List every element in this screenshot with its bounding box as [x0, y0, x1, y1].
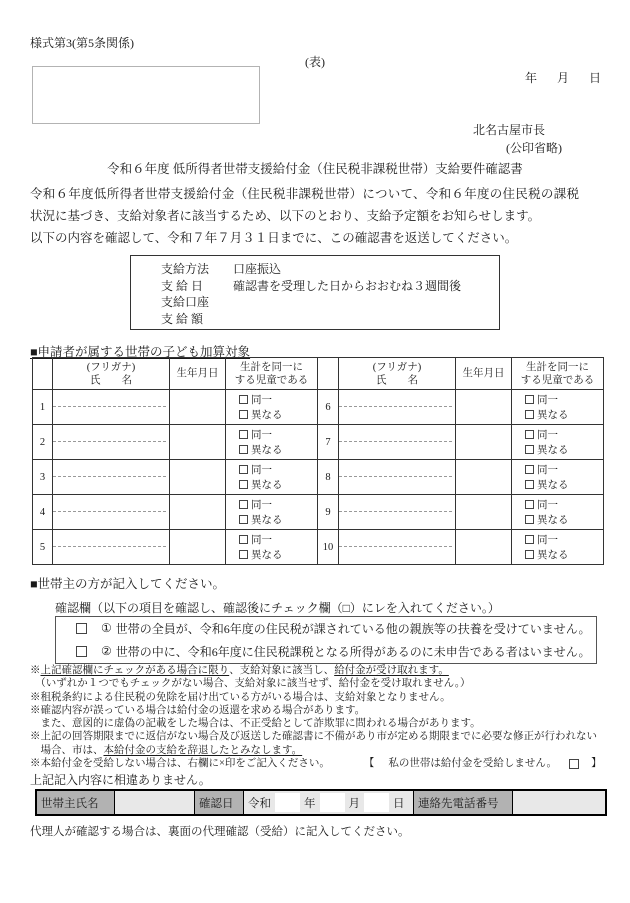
cohabitation-choice-cell: [226, 425, 318, 460]
child-birthdate-cell[interactable]: [456, 530, 512, 565]
cohab-option-row: [226, 442, 317, 457]
name-input-area[interactable]: [339, 512, 455, 528]
cohab-option-row: [512, 442, 603, 457]
note-segment: ※: [30, 665, 41, 676]
cohab-option-row: [512, 512, 603, 527]
cohabitation-choice-cell: [226, 460, 318, 495]
child-birthdate-cell[interactable]: [170, 460, 226, 495]
declaration-text: 上記記入内容に相違ありません。: [30, 773, 211, 787]
child-table-header-row: [33, 358, 604, 390]
year-suffix-label: 年: [304, 797, 316, 810]
birthdate-header: 生年月日: [456, 358, 512, 390]
child-name-cell[interactable]: [53, 425, 170, 460]
row-number-header: [318, 358, 339, 390]
cohab-same-checkbox[interactable]: [525, 430, 534, 439]
seal-omitted-note: (公印省略): [506, 141, 562, 155]
cohab-option-row: [512, 392, 603, 407]
furigana-input-area[interactable]: [53, 460, 166, 477]
cohabitation-choice-cell: [512, 390, 604, 425]
child-name-cell[interactable]: [339, 530, 456, 565]
checkbox-label: 異なる: [251, 445, 283, 456]
checkbox-label: 異なる: [537, 515, 569, 526]
child-birthdate-cell[interactable]: [456, 425, 512, 460]
name-input-area[interactable]: [53, 547, 169, 563]
decline-prefix: ※本給付金を受給しない場合は、右欄に×印をご記入ください。: [30, 758, 330, 770]
decline-text: 私の世帯は給付金を受給しません。: [388, 758, 558, 770]
checkbox-label: 同一: [537, 465, 558, 476]
checkbox-label: 異なる: [251, 410, 283, 421]
name-header: [53, 358, 170, 390]
cohabitation-choice-cell: [512, 460, 604, 495]
name-header-label: 氏 名: [376, 374, 418, 386]
payment-row-label: 支給口座: [161, 295, 210, 309]
cohab-option-row: [226, 407, 317, 422]
day-input-box[interactable]: [364, 793, 389, 812]
cohab-option-row: [226, 497, 317, 512]
cohab-same-checkbox[interactable]: [525, 535, 534, 544]
name-input-area[interactable]: [53, 407, 169, 423]
cohab-option-row: [512, 477, 603, 492]
era-label: 令和: [248, 797, 271, 810]
child-name-cell[interactable]: [339, 495, 456, 530]
payment-info-row: [161, 278, 499, 295]
cohab-option-row: [226, 532, 317, 547]
confirm-item-text: 世帯の全員が、令和6年度の住民税が課されている他の親族等の扶養を受けていません。: [115, 622, 591, 636]
cohab-same-checkbox[interactable]: [239, 395, 248, 404]
name-input-area[interactable]: [339, 477, 455, 493]
payment-info-box: [130, 255, 500, 330]
payment-info-row: [161, 294, 499, 311]
note-segment: 本給付金の支給を辞退したとみなします。: [103, 744, 303, 756]
checkbox-label: 同一: [251, 500, 272, 511]
decline-note-line: [30, 757, 608, 770]
child-name-cell[interactable]: [339, 390, 456, 425]
month-suffix-label: 月: [348, 797, 360, 810]
furigana-input-area[interactable]: [339, 425, 452, 442]
cohab-different-checkbox[interactable]: [525, 550, 534, 559]
child-birthdate-cell[interactable]: [170, 390, 226, 425]
row-number-header: [33, 358, 53, 390]
intro-paragraph: [30, 183, 579, 249]
child-name-cell[interactable]: [53, 530, 170, 565]
signature-table: [35, 789, 607, 816]
day-suffix-label: 日: [393, 797, 405, 810]
checkbox-label: 異なる: [537, 445, 569, 456]
cohabitation-header: [226, 358, 318, 390]
cohab-different-checkbox[interactable]: [239, 515, 248, 524]
child-addition-section-title: ■申請者が属する世帯の子ども加算対象: [30, 345, 251, 359]
name-input-area[interactable]: [53, 442, 169, 458]
cohab-different-checkbox[interactable]: [525, 445, 534, 454]
form-number: 様式第3(第5条関係): [30, 36, 134, 50]
furigana-header-label: (フリガナ): [372, 361, 422, 373]
cohab-same-checkbox[interactable]: [239, 430, 248, 439]
cohab-option-row: [512, 427, 603, 442]
note-line: [30, 691, 608, 704]
child-row-number: 7: [318, 425, 339, 460]
child-name-cell[interactable]: [53, 390, 170, 425]
confirm-item-2-checkbox[interactable]: [76, 646, 87, 657]
householder-section-title: ■世帯主の方が記入してください。: [30, 577, 226, 591]
note-line: [30, 717, 608, 730]
cohab-different-checkbox[interactable]: [239, 445, 248, 454]
cohab-option-row: [226, 512, 317, 527]
payment-row-value: [233, 294, 499, 311]
cohab-same-checkbox[interactable]: [525, 465, 534, 474]
payment-info-row: [161, 311, 499, 328]
child-birthdate-cell[interactable]: [170, 425, 226, 460]
cohabitation-header: [512, 358, 604, 390]
confirm-item-text: 世帯の中に、令和6年度に住民税課税となる所得があるのに未申告である者はいません。: [115, 645, 591, 659]
name-header-label: 氏 名: [90, 374, 132, 386]
furigana-header-label: (フリガナ): [86, 361, 136, 373]
checkbox-label: 同一: [251, 535, 272, 546]
cohab-same-checkbox[interactable]: [525, 395, 534, 404]
note-line: [30, 744, 608, 757]
name-input-area[interactable]: [53, 477, 169, 493]
child-birthdate-cell[interactable]: [170, 530, 226, 565]
cohab-header-line1: 生計を同一に: [240, 361, 303, 373]
birthdate-header: 生年月日: [170, 358, 226, 390]
cohab-option-row: [512, 497, 603, 512]
bracket-close: 】: [591, 758, 602, 770]
child-row-number: 10: [318, 530, 339, 565]
cohab-header-line2: する児童である: [234, 374, 309, 386]
child-row-number: 8: [318, 460, 339, 495]
cohabitation-choice-cell: [512, 495, 604, 530]
child-name-cell[interactable]: [339, 425, 456, 460]
payment-row-value: [233, 311, 499, 328]
note-line: [30, 677, 608, 690]
recipient-address-box[interactable]: [32, 66, 260, 124]
intro-line-2: 以下の内容を確認して、令和７年７月３１日までに、この確認書を返送してください。: [30, 231, 518, 245]
phone-input[interactable]: [513, 791, 605, 814]
furigana-input-area[interactable]: [339, 460, 452, 477]
child-row-number: 3: [33, 460, 53, 495]
bracket-open: 【: [363, 758, 375, 770]
cohab-same-checkbox[interactable]: [239, 535, 248, 544]
name-header: [339, 358, 456, 390]
householder-name-label: 世帯主氏名: [37, 791, 115, 814]
phone-label: 連絡先電話番号: [414, 791, 513, 814]
checkbox-label: 同一: [537, 535, 558, 546]
month-input-box[interactable]: [320, 793, 345, 812]
front-side-label: (表): [305, 55, 325, 69]
note-segment: ※租税条約による住民税の免除を届け出ている方がいる場合は、支給対象となりません。: [30, 691, 451, 703]
checkbox-label: 同一: [537, 395, 558, 406]
child-name-cell[interactable]: [53, 495, 170, 530]
confirm-date-cell: [244, 791, 414, 814]
checkbox-label: 同一: [537, 500, 558, 511]
year-input-box[interactable]: [275, 793, 300, 812]
cohab-different-checkbox[interactable]: [239, 480, 248, 489]
cohab-same-checkbox[interactable]: [239, 465, 248, 474]
note-segment: 場合、市は、: [30, 744, 104, 756]
note-line: [30, 730, 608, 743]
intro-line-1: 令和６年度低所得者世帯支援給付金（住民税非課税世帯）について、令和６年度の住民税の課税状況に基づき、支給対象者に該当するため、以下のとおり、支給予定額をお知らせします。: [30, 187, 579, 223]
child-birthdate-cell[interactable]: [170, 495, 226, 530]
checkbox-label: 異なる: [537, 550, 569, 561]
child-name-cell[interactable]: [339, 460, 456, 495]
checkbox-label: 異なる: [251, 480, 283, 491]
cohab-option-row: [226, 547, 317, 562]
addressee-mayor: 北名古屋市長: [472, 123, 545, 137]
confirm-item-1-checkbox[interactable]: [76, 623, 87, 634]
name-input-area[interactable]: [339, 442, 455, 458]
name-input-area[interactable]: [53, 512, 169, 528]
payment-row-value: 口座振込: [233, 262, 282, 276]
note-segment: 上記確認欄にチェックがある場合に限り: [40, 665, 230, 676]
child-table-row: [33, 390, 604, 425]
cohab-option-row: [512, 532, 603, 547]
child-table-row: [33, 460, 604, 495]
child-row-number: 9: [318, 495, 339, 530]
checkbox-label: 同一: [251, 395, 272, 406]
child-name-cell[interactable]: [53, 460, 170, 495]
payment-row-label: 支 給 額: [161, 311, 204, 326]
note-segment: ※確認内容が誤っている場合は給付金の返還を求める場合があります。: [30, 704, 366, 716]
furigana-input-area[interactable]: [53, 425, 166, 442]
furigana-input-area[interactable]: [53, 495, 166, 512]
payment-info-row: [161, 261, 499, 278]
cohab-different-checkbox[interactable]: [239, 410, 248, 419]
document-title: 令和６年度 低所得者世帯支援給付金（住民税非課税世帯）支給要件確認書: [107, 162, 523, 176]
note-segment: ※上記の回答期限までに返信がない場合及び返送した確認書に不備があり市が定める期限までに必要な修正が行われない: [30, 731, 597, 743]
decline-benefit-checkbox[interactable]: [569, 759, 579, 769]
confirm-item-number: ①: [101, 621, 112, 635]
checkbox-label: 異なる: [251, 550, 283, 561]
cohabitation-choice-cell: [512, 530, 604, 565]
cohab-option-row: [512, 462, 603, 477]
name-input-area[interactable]: [339, 547, 455, 563]
householder-name-input[interactable]: [115, 791, 195, 814]
decline-bracket: [364, 757, 602, 770]
notes-list: [30, 664, 608, 770]
cohabitation-choice-cell: [226, 495, 318, 530]
furigana-input-area[interactable]: [53, 390, 166, 407]
cohab-header-line1: 生計を同一に: [526, 361, 589, 373]
note-segment: また、意図的に虚偽の記載をした場合は、不正受給として詐欺罪に問われる場合があります。: [30, 718, 481, 730]
furigana-input-area[interactable]: [339, 495, 452, 512]
confirm-item-number: ②: [101, 644, 112, 658]
child-row-number: 5: [33, 530, 53, 565]
confirmation-checklist-box: [55, 616, 597, 664]
child-row-number: 1: [33, 390, 53, 425]
issue-date-line: 年 月 日: [524, 71, 605, 85]
child-table-row: [33, 425, 604, 460]
child-addition-table: [32, 357, 604, 565]
cohab-different-checkbox[interactable]: [525, 480, 534, 489]
cohab-option-row: [512, 547, 603, 562]
cohab-header-line2: する児童である: [520, 374, 595, 386]
furigana-input-area[interactable]: [339, 390, 452, 407]
note-segment: 給付金が受け取れます。: [334, 665, 449, 676]
checkbox-label: 異なる: [537, 480, 569, 491]
note-line: [30, 664, 608, 677]
checkbox-label: 同一: [251, 465, 272, 476]
cohab-different-checkbox[interactable]: [525, 515, 534, 524]
payment-row-label: 支給方法: [161, 262, 210, 276]
cohabitation-choice-cell: [226, 530, 318, 565]
proxy-note: 代理人が確認する場合は、裏面の代理確認（受給）に記入してください。: [30, 826, 410, 838]
payment-row-label: 支 給 日: [161, 278, 204, 293]
cohab-different-checkbox[interactable]: [525, 410, 534, 419]
cohabitation-choice-cell: [512, 425, 604, 460]
name-input-area[interactable]: [339, 407, 455, 423]
child-row-number: 4: [33, 495, 53, 530]
cohab-option-row: [226, 427, 317, 442]
child-table-row: [33, 495, 604, 530]
note-segment: （いずれか１つでもチェックがない場合、支給対象に該当せず、給付金を受け取れません。）: [30, 678, 471, 690]
cohab-same-checkbox[interactable]: [525, 500, 534, 509]
payment-row-value: 確認書を受理した日からおおむね３週間後: [233, 278, 462, 293]
checkbox-label: 異なる: [537, 410, 569, 421]
child-birthdate-cell[interactable]: [456, 495, 512, 530]
checkbox-label: 同一: [251, 430, 272, 441]
child-birthdate-cell[interactable]: [456, 390, 512, 425]
confirm-column-instruction: 確認欄（以下の項目を確認し、確認後にチェック欄（□）にレを入れてください。）: [55, 601, 500, 615]
cohab-different-checkbox[interactable]: [239, 550, 248, 559]
child-birthdate-cell[interactable]: [456, 460, 512, 495]
cohab-option-row: [226, 392, 317, 407]
child-row-number: 6: [318, 390, 339, 425]
cohab-option-row: [512, 407, 603, 422]
child-row-number: 2: [33, 425, 53, 460]
furigana-input-area[interactable]: [53, 530, 166, 547]
checkbox-label: 同一: [537, 430, 558, 441]
confirm-item-row: [56, 617, 596, 640]
confirm-date-label: 確認日: [195, 791, 244, 814]
cohab-same-checkbox[interactable]: [239, 500, 248, 509]
checkbox-label: 異なる: [251, 515, 283, 526]
confirm-item-row: [56, 640, 596, 663]
cohabitation-choice-cell: [226, 390, 318, 425]
cohab-option-row: [226, 477, 317, 492]
note-line: [30, 704, 608, 717]
child-table-row: [33, 530, 604, 565]
cohab-option-row: [226, 462, 317, 477]
note-segment: 、支給対象に該当し、: [229, 665, 335, 676]
furigana-input-area[interactable]: [339, 530, 452, 547]
